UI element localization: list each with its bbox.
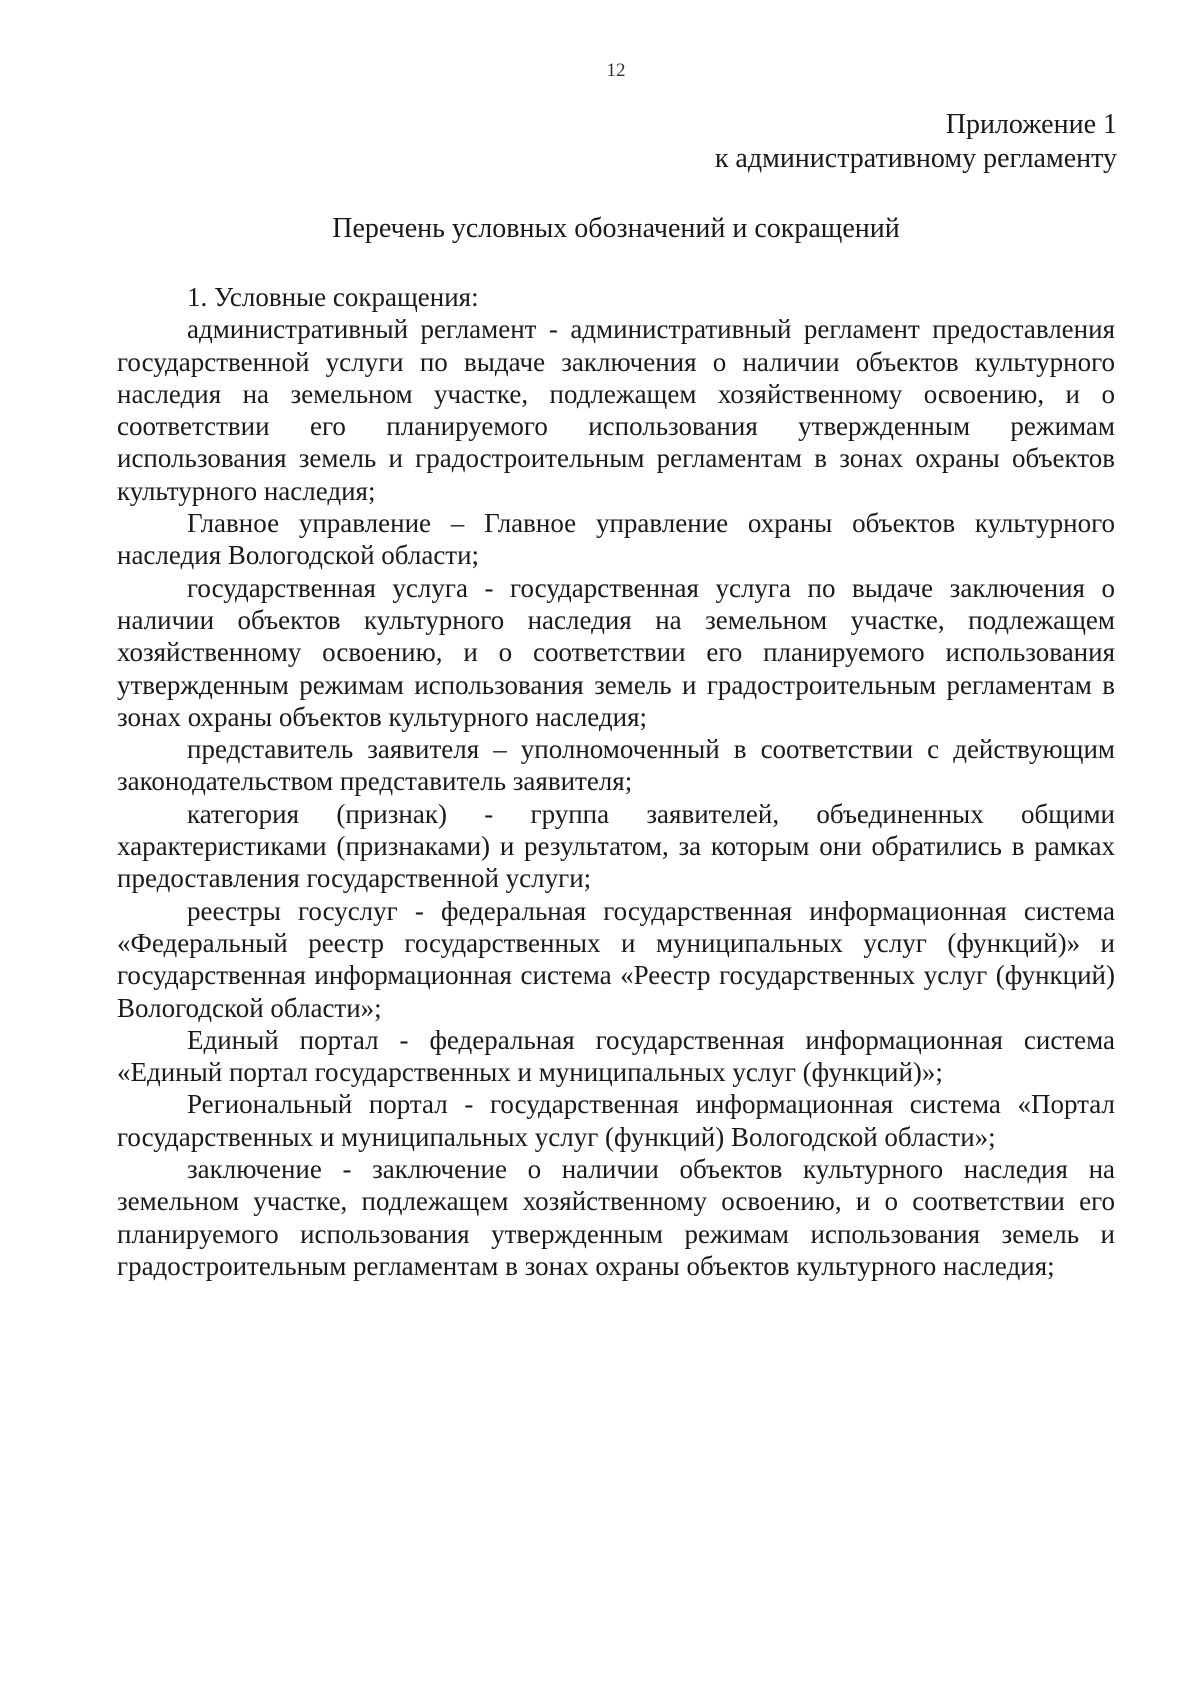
- definition-paragraph: Региональный портал - государственная информационная система «Портал государственных и муниципальных услуг (функций) Вологодской области»;: [117, 1089, 1115, 1152]
- definition-paragraph: Единый портал - федеральная государственная информационная система «Единый портал государственных и муниципальных услуг (функций)»;: [117, 1024, 1115, 1088]
- definition-paragraph: реестры госуслуг - федеральная государственная информационная система «Федеральный реестр государственных и муниципальных услуг (функций)» и государственная информационная система «Реестр государственных услуг (функций) Вологодской области»;: [117, 895, 1115, 1023]
- annex-heading: [715, 108, 1117, 176]
- definition-paragraph: представитель заявителя – уполномоченный в соответствии с действующим законодательством представитель заявителя;: [117, 734, 1115, 797]
- definition-paragraph: Главное управление – Главное управление охраны объектов культурного наследия Вологодской области;: [117, 508, 1115, 571]
- definition-paragraph: административный регламент - административный регламент предоставления государственной услуги по выдаче заключения о наличии объектов культурного наследия на земельном участке, подлежащем хозяйственному освоению, и о соответствии его планируемого использования утвержденным режимам использования земель и градостроительным регламентам в зонах охраны объектов культурного наследия;: [117, 314, 1115, 506]
- page-number: 12: [606, 60, 626, 81]
- section-heading: 1. Условные сокращения:: [187, 282, 479, 312]
- document-body: [117, 281, 1115, 1282]
- definition-paragraph: заключение - заключение о наличии объектов культурного наследия на земельном участке, подлежащем хозяйственному освоению, и о соответствии его планируемого использования утвержденным режимам использования земель и градостроительным регламентам в зонах охраны объектов культурного наследия;: [117, 1154, 1115, 1281]
- definition-paragraph: государственная услуга - государственная услуга по выдаче заключения о наличии объектов культурного наследия на земельном участке, подлежащем хозяйственному освоению, и о соответствии его планируемого использования утвержденным режимам использования земель и градостроительным регламентам в зонах охраны объектов культурного наследия;: [117, 572, 1115, 732]
- annex-line-1: Приложение 1: [945, 109, 1117, 140]
- annex-line-2: к административному регламенту: [714, 143, 1117, 174]
- document-title: Перечень условных обозначений и сокращений: [332, 213, 900, 244]
- definition-paragraph: категория (признак) - группа заявителей, объединенных общими характеристиками (признаками) и результатом, за которым они обратились в рамках предоставления государственной услуги;: [117, 798, 1115, 894]
